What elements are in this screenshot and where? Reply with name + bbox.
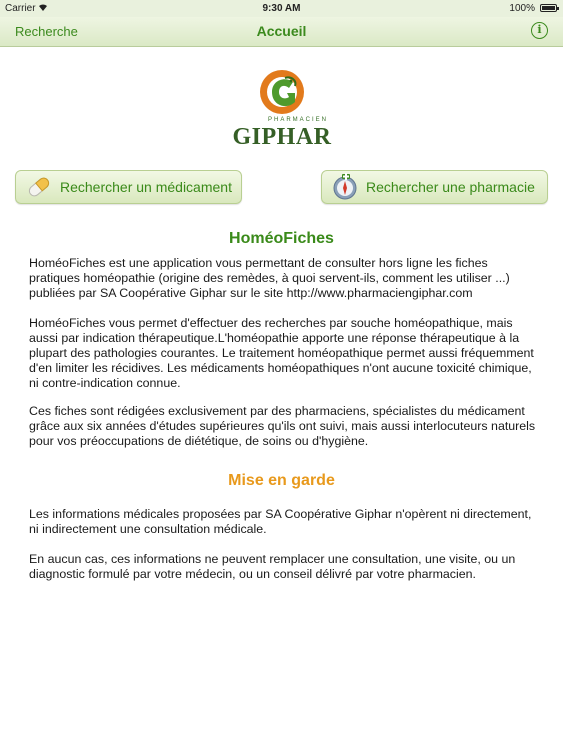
search-medication-button[interactable] bbox=[15, 170, 242, 204]
section-title-homeofiches: HoméoFiches bbox=[229, 230, 334, 247]
info-icon[interactable]: i bbox=[531, 22, 548, 39]
warning-paragraph-2: En aucun cas, ces informations ne peuvent remplacer une consultation, une visite, ou un diagnostic formulé par votre médecin, ou un conseil délivré par votre pharmacien. bbox=[29, 552, 516, 581]
status-time: 9:30 AM bbox=[262, 3, 301, 14]
pharmacy-compass-icon bbox=[330, 172, 360, 202]
search-nav-button[interactable]: Recherche bbox=[15, 24, 78, 39]
status-bar bbox=[0, 0, 563, 17]
page-title: Accueil bbox=[256, 23, 307, 39]
battery-percentage: 100% bbox=[509, 3, 535, 14]
search-pharmacy-label: Rechercher une pharmacie bbox=[366, 179, 535, 195]
search-pharmacy-button[interactable] bbox=[321, 170, 548, 204]
authors-paragraph: Ces fiches sont rédigées exclusivement par des pharmaciens, spécialistes du médicament grâce aux six années d'études supérieures qu'ils ont suivi, mais aussi interlocuteurs naturels pour vos préoccupations de diététique, de soins ou d'hygiène. bbox=[29, 404, 536, 448]
carrier-label: Carrier bbox=[5, 3, 36, 14]
intro-paragraph: HoméoFiches est une application vous permettant de consulter hors ligne les fiches pratiques homéopathie (origine des remèdes, à quoi servent-ils, comment les utiliser ...) publiées par SA Coopérative Giphar sur le site http://www.pharmaciengiphar.com bbox=[29, 256, 510, 300]
logo-brand: GIPHAR bbox=[232, 124, 332, 150]
navigation-bar bbox=[0, 17, 563, 47]
warning-paragraph-1: Les informations médicales proposées par SA Coopérative Giphar n'opèrent ni directement, ni indirectement une consultation médicale. bbox=[29, 507, 532, 536]
logo-tagline: PHARMACIEN bbox=[267, 117, 328, 123]
search-description-paragraph: HoméoFiches vous permet d'effectuer des recherches par souche homéopathique, mais aussi par indication thérapeutique.L'homéopathie apporte une réponse thérapeutique à la plupart des pathologies courantes. Le traitement homéopathique permet aussi fréquemment d'en limiter les récidives. Les médicaments homéopathiques n'ont aucune toxicité chimique, ni contre-indication connue. bbox=[29, 316, 534, 390]
pill-icon bbox=[24, 172, 54, 202]
section-title-warning: Mise en garde bbox=[228, 472, 335, 489]
search-medication-label: Rechercher un médicament bbox=[60, 179, 232, 195]
battery-icon bbox=[540, 4, 557, 12]
